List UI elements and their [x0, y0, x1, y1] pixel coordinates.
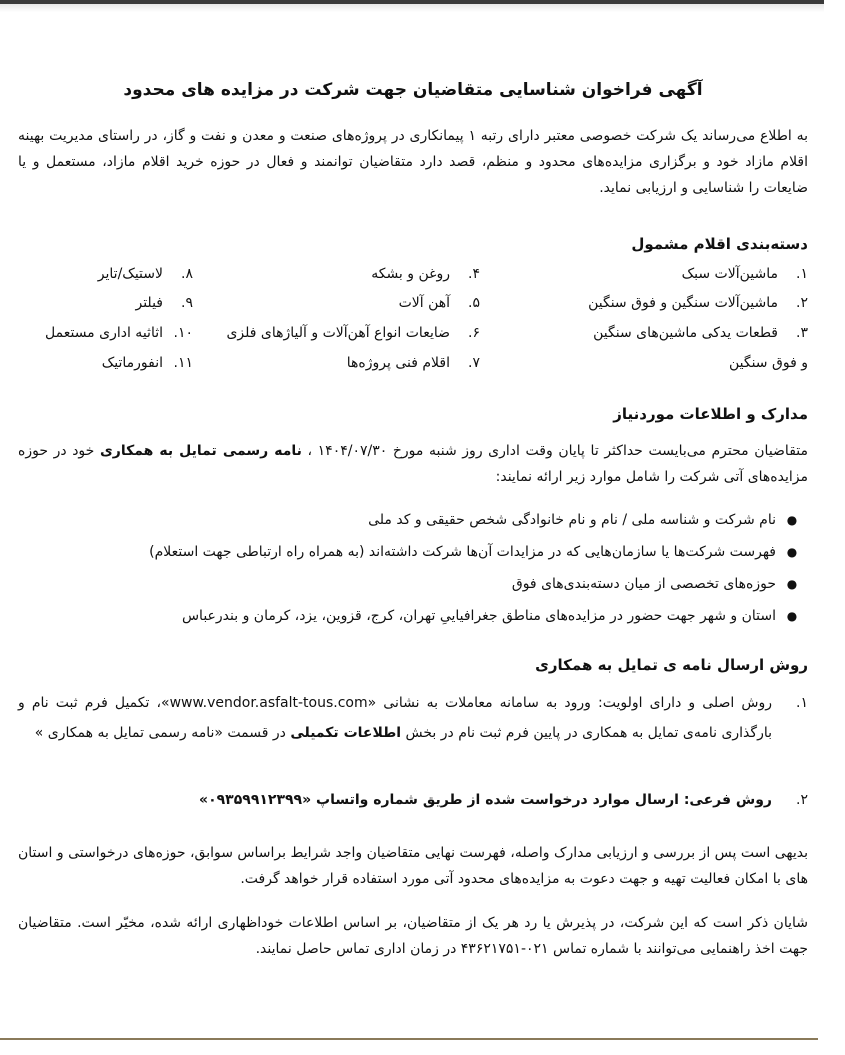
category-item: [682, 266, 808, 282]
bullet-icon: ●: [786, 513, 798, 527]
category-item: [226, 325, 480, 341]
item-label: روغن و بشکه: [371, 266, 450, 282]
vendor-url-link[interactable]: www.vendor.asfalt-tous.com: [169, 695, 368, 711]
closing-paragraph-1: بدیهی است پس از بررسی و ارزیابی مدارک واصله، فهرست نهایی متقاضیان واجد شرایط براساس سوابق، حوزه‌های درخواستی و استان های با امکان فعالیت تهیه و جهت دعوت به مزایده‌های محدود آتی مورد استفاده قرار خواهد گرفت.: [18, 845, 808, 887]
item-number: ۲.: [796, 295, 808, 311]
category-item-continuation: و فوق سنگین: [728, 355, 808, 371]
category-item: [371, 266, 480, 282]
whatsapp-number[interactable]: ۰۹۳۵۹۹۱۲۳۹۹: [208, 792, 303, 808]
bullet-icon: ●: [786, 577, 798, 591]
quote-close: »: [199, 792, 209, 808]
categories-heading: دسته‌بندی اقلام مشمول: [631, 235, 808, 253]
item-number: ۱۰.: [173, 325, 193, 341]
item-label: قطعات یدکی ماشین‌های سنگین: [593, 325, 778, 341]
category-item: [135, 295, 193, 311]
item-number: ۳.: [796, 325, 808, 341]
submission-method-2: [18, 785, 808, 815]
item-label: اثاثیه اداری مستعمل: [45, 325, 163, 341]
requirement-item: [18, 538, 808, 570]
item-label: اقلام فنی پروژه‌ها: [346, 355, 450, 371]
official-letter-label: نامه رسمی تمایل به همکاری: [99, 443, 302, 459]
category-item: [593, 325, 808, 341]
submission-heading: روش ارسال نامه ی تمایل به همکاری: [535, 656, 808, 674]
requirement-item: [18, 602, 808, 634]
category-item: [102, 355, 193, 371]
submission-method-1: [18, 688, 808, 748]
item-label: ماشین‌آلات سنگین و فوق سنگین: [588, 295, 778, 311]
deadline-date: ۱۴۰۴/۰۷/۳۰: [317, 443, 388, 459]
category-item: [45, 325, 193, 341]
item-label: ماشین‌آلات سبک: [681, 266, 778, 282]
requirement-item: [18, 506, 808, 538]
page-title: آگهی فراخوان شناسایی متقاضیان جهت شرکت در مزایده های محدود: [123, 80, 703, 100]
requirement-item: [18, 570, 808, 602]
item-number: ۱.: [796, 266, 808, 282]
category-item: [588, 295, 808, 311]
method-text: روش اصلی و دارای اولویت: ورود به سامانه معاملات به نشانی «: [367, 695, 772, 711]
top-bar-shadow: [0, 4, 824, 12]
requirement-text: استان و شهر جهت حضور در مزایده‌های مناطق جغرافیاییِ تهران، کرج، قزوین، یزد، کرمان و بندرعباس: [181, 608, 776, 624]
documents-paragraph: [18, 438, 808, 490]
separator: ،: [301, 443, 318, 459]
item-number: ۵.: [468, 295, 480, 311]
item-label: آهن آلات: [398, 295, 450, 311]
documents-heading: مدارک و اطلاعات موردنیاز: [613, 405, 808, 423]
category-item: [399, 295, 480, 311]
item-label: ضایعات انواع آهن‌آلات و آلیاژهای فلزی: [226, 325, 450, 341]
item-number: ۲.: [796, 792, 808, 808]
category-item: [98, 266, 193, 282]
supplementary-info-label: اطلاعات تکمیلی: [290, 725, 402, 741]
item-label: فیلتر: [135, 295, 163, 311]
requirement-text: حوزه‌های تخصصی از میان دسته‌بندی‌های فوق: [511, 576, 776, 592]
item-number: ۹.: [181, 295, 193, 311]
item-number: ۶.: [468, 325, 480, 341]
item-number: ۷.: [468, 355, 480, 371]
item-number: ۸.: [181, 266, 193, 282]
method-text: روش فرعی: ارسال موارد درخواست شده از طریق شماره واتساپ «: [302, 792, 772, 808]
documents-text: متقاضیان محترم می‌بایست حداکثر تا پایان وقت اداری روز شنبه مورخ: [387, 443, 809, 459]
item-label: انفورماتیک: [101, 355, 163, 371]
item-number: ۴.: [468, 266, 480, 282]
contact-phone[interactable]: ۰۲۱-۴۳۶۲۱۷۵۱: [460, 941, 549, 957]
requirement-text: فهرست شرکت‌ها یا سازمان‌هایی که در مزایدات آن‌ها شرکت داشته‌اند (به همراه راه ارتباطی جهت استعلام): [149, 544, 776, 560]
bullet-icon: ●: [786, 545, 798, 559]
item-number: ۱۱.: [173, 355, 193, 371]
bullet-icon: ●: [786, 609, 798, 623]
closing-text: شایان ذکر است که این شرکت، در پذیرش یا رد هر یک از متقاضیان، بر اساس اطلاعات خوداظهاری ارائه شده، مخیّر است. متقاضیان جهت اخذ راهنمایی می‌توانند با شماره تماس: [18, 915, 808, 957]
method-text: در قسمت «نامه رسمی تمایل به همکاری »: [34, 725, 291, 741]
item-label: لاستیک/تایر: [97, 266, 163, 282]
requirement-text: نام شرکت و شناسه ملی / نام و نام خانوادگی شخص حقیقی و کد ملی: [368, 512, 776, 528]
bottom-rule: [0, 1038, 818, 1040]
requirements-list: [18, 506, 808, 634]
closing-paragraph-2: [18, 910, 808, 962]
intro-paragraph: به اطلاع می‌رساند یک شرکت خصوصی معتبر دارای رتبه ۱ پیمانکاری در پروژه‌های صنعت و معدن و نفت و گاز، در راستای مدیریت بهینه اقلام مازاد خود و برگزاری مزایده‌های محدود و منظم، قصد دارد متقاضیان توانمند و فعال در حوزه خرید اقلام مازاد، مستعمل و یا ضایعات را شناسایی و ارزیابی نماید.: [18, 128, 808, 196]
closing-text-end: در زمان اداری تماس حاصل نمایند.: [255, 941, 461, 957]
category-item: [347, 355, 480, 371]
method-text: »، تکمیل فرم ثبت نام و بارگذاری نامه‌ی تمایل به همکاری در پایین فرم ثبت نام در بخش: [18, 695, 772, 741]
item-number: ۱.: [796, 695, 808, 711]
documents-text-end: خود در حوزه مزایده‌های آتی شرکت را شامل موارد زیر ارائه نمایند:: [18, 443, 808, 485]
